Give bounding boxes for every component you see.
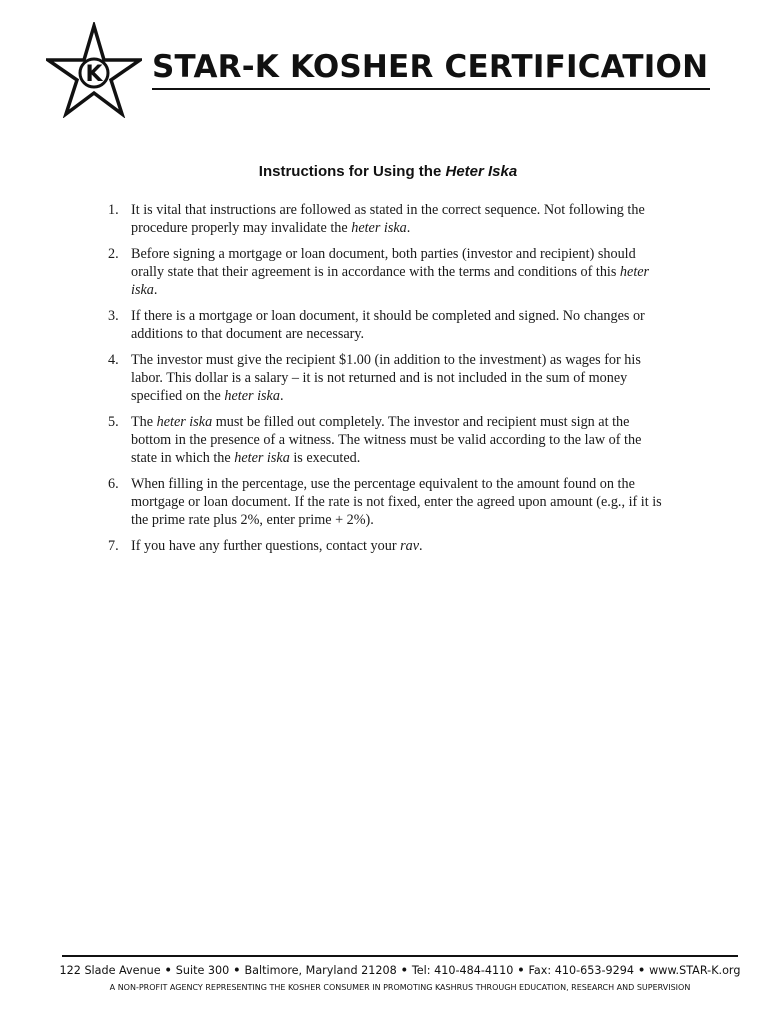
instruction-number: 1. bbox=[108, 202, 119, 218]
page-title bbox=[0, 163, 770, 180]
instruction-segment: is executed. bbox=[289, 450, 361, 466]
brand-underline bbox=[152, 88, 710, 90]
brand-title: STAR-K KOSHER CERTIFICATION bbox=[152, 49, 709, 85]
instruction-segment: . bbox=[279, 388, 284, 404]
instruction-emphasis: heter iska bbox=[131, 264, 650, 299]
footer-address-part: Tel: 410-484-4110 bbox=[411, 964, 514, 977]
instruction-segment: When filling in the percentage, use the percentage equivalent to the amount found on the mortgage or loan document. If the rate is not fixed, enter the agreed upon amount (e.g., if it is the prime rate plus 2%, enter prime + 2%). bbox=[131, 475, 662, 528]
instruction-emphasis: rav bbox=[400, 537, 420, 554]
footer-address-part: Fax: 410-653-9294 bbox=[528, 964, 634, 977]
instruction-emphasis: heter iska bbox=[224, 388, 280, 404]
separator-dot: • bbox=[517, 964, 525, 977]
instruction-segment: . bbox=[153, 282, 158, 299]
instruction-number: 2. bbox=[108, 245, 119, 262]
footer-address-part: Baltimore, Maryland 21208 bbox=[244, 964, 397, 977]
instruction-item bbox=[108, 201, 668, 237]
footer-address bbox=[0, 964, 770, 977]
instruction-number: 6. bbox=[108, 475, 119, 492]
instruction-emphasis: heter iska bbox=[156, 413, 213, 430]
title-text: Instructions for Using the bbox=[258, 163, 446, 180]
footer-address-part: Suite 300 bbox=[175, 964, 230, 977]
instruction-segment: must be filled out completely. The investor and recipient must sign at the bottom in the presence of a witness. The witness must be valid according to the law of the state in which the bbox=[131, 413, 642, 466]
instruction-item bbox=[108, 413, 668, 468]
instruction-segment: If you have any further questions, contact your bbox=[131, 537, 401, 554]
instruction-item bbox=[108, 537, 668, 555]
instruction-text bbox=[131, 201, 668, 237]
separator-dot: • bbox=[400, 964, 408, 977]
star-k-logo bbox=[46, 22, 142, 118]
footer-address-part: 122 Slade Avenue bbox=[59, 964, 161, 977]
instruction-segment: The investor must give the recipient $1.00 (in addition to the investment) as wages for his labor. This dollar is a salary – it is not returned and is not included in the sum of money specified on the bbox=[131, 351, 641, 404]
instruction-segment: It is vital that instructions are followed as stated in the correct sequence. Not following the procedure properly may invalidate the bbox=[131, 202, 645, 237]
instruction-segment: If there is a mortgage or loan document, it should be completed and signed. No changes or additions to that document are necessary. bbox=[131, 307, 645, 342]
instruction-segment: Before signing a mortgage or loan document, both parties (investor and recipient) should orally state that their agreement is in accordance with the terms and conditions of this bbox=[131, 245, 636, 280]
instruction-item bbox=[108, 245, 668, 300]
logo-letter: K bbox=[85, 62, 103, 87]
instruction-emphasis: heter iska bbox=[234, 450, 290, 466]
instruction-number: 7. bbox=[108, 537, 119, 554]
instruction-item bbox=[108, 307, 668, 343]
instruction-segment: The bbox=[131, 413, 157, 430]
instruction-number: 3. bbox=[108, 307, 119, 324]
instruction-item bbox=[108, 475, 668, 530]
instruction-number: 5. bbox=[108, 413, 119, 430]
instruction-number: 4. bbox=[108, 351, 119, 368]
instruction-emphasis: heter iska bbox=[351, 220, 407, 237]
instruction-text bbox=[131, 537, 668, 555]
title-emphasis: Heter Iska bbox=[445, 163, 518, 180]
footer-address-part: www.STAR-K.org bbox=[649, 964, 741, 977]
instruction-text bbox=[131, 351, 668, 406]
footer-tagline: A NON-PROFIT AGENCY REPRESENTING THE KOSHER CONSUMER IN PROMOTING KASHRUS THROUGH EDUCATION, RESEARCH AND SUPERVISION bbox=[109, 983, 691, 992]
instruction-text bbox=[131, 413, 668, 468]
separator-dot: • bbox=[637, 964, 646, 977]
instruction-text bbox=[131, 475, 668, 530]
instruction-item bbox=[108, 351, 668, 406]
instruction-segment: . bbox=[419, 537, 423, 554]
instruction-text bbox=[131, 245, 668, 300]
instructions-list bbox=[108, 201, 668, 562]
instruction-text bbox=[131, 307, 668, 343]
footer-divider bbox=[62, 955, 738, 957]
separator-dot: • bbox=[233, 964, 241, 977]
instruction-segment: . bbox=[406, 220, 411, 237]
separator-dot: • bbox=[164, 964, 172, 977]
